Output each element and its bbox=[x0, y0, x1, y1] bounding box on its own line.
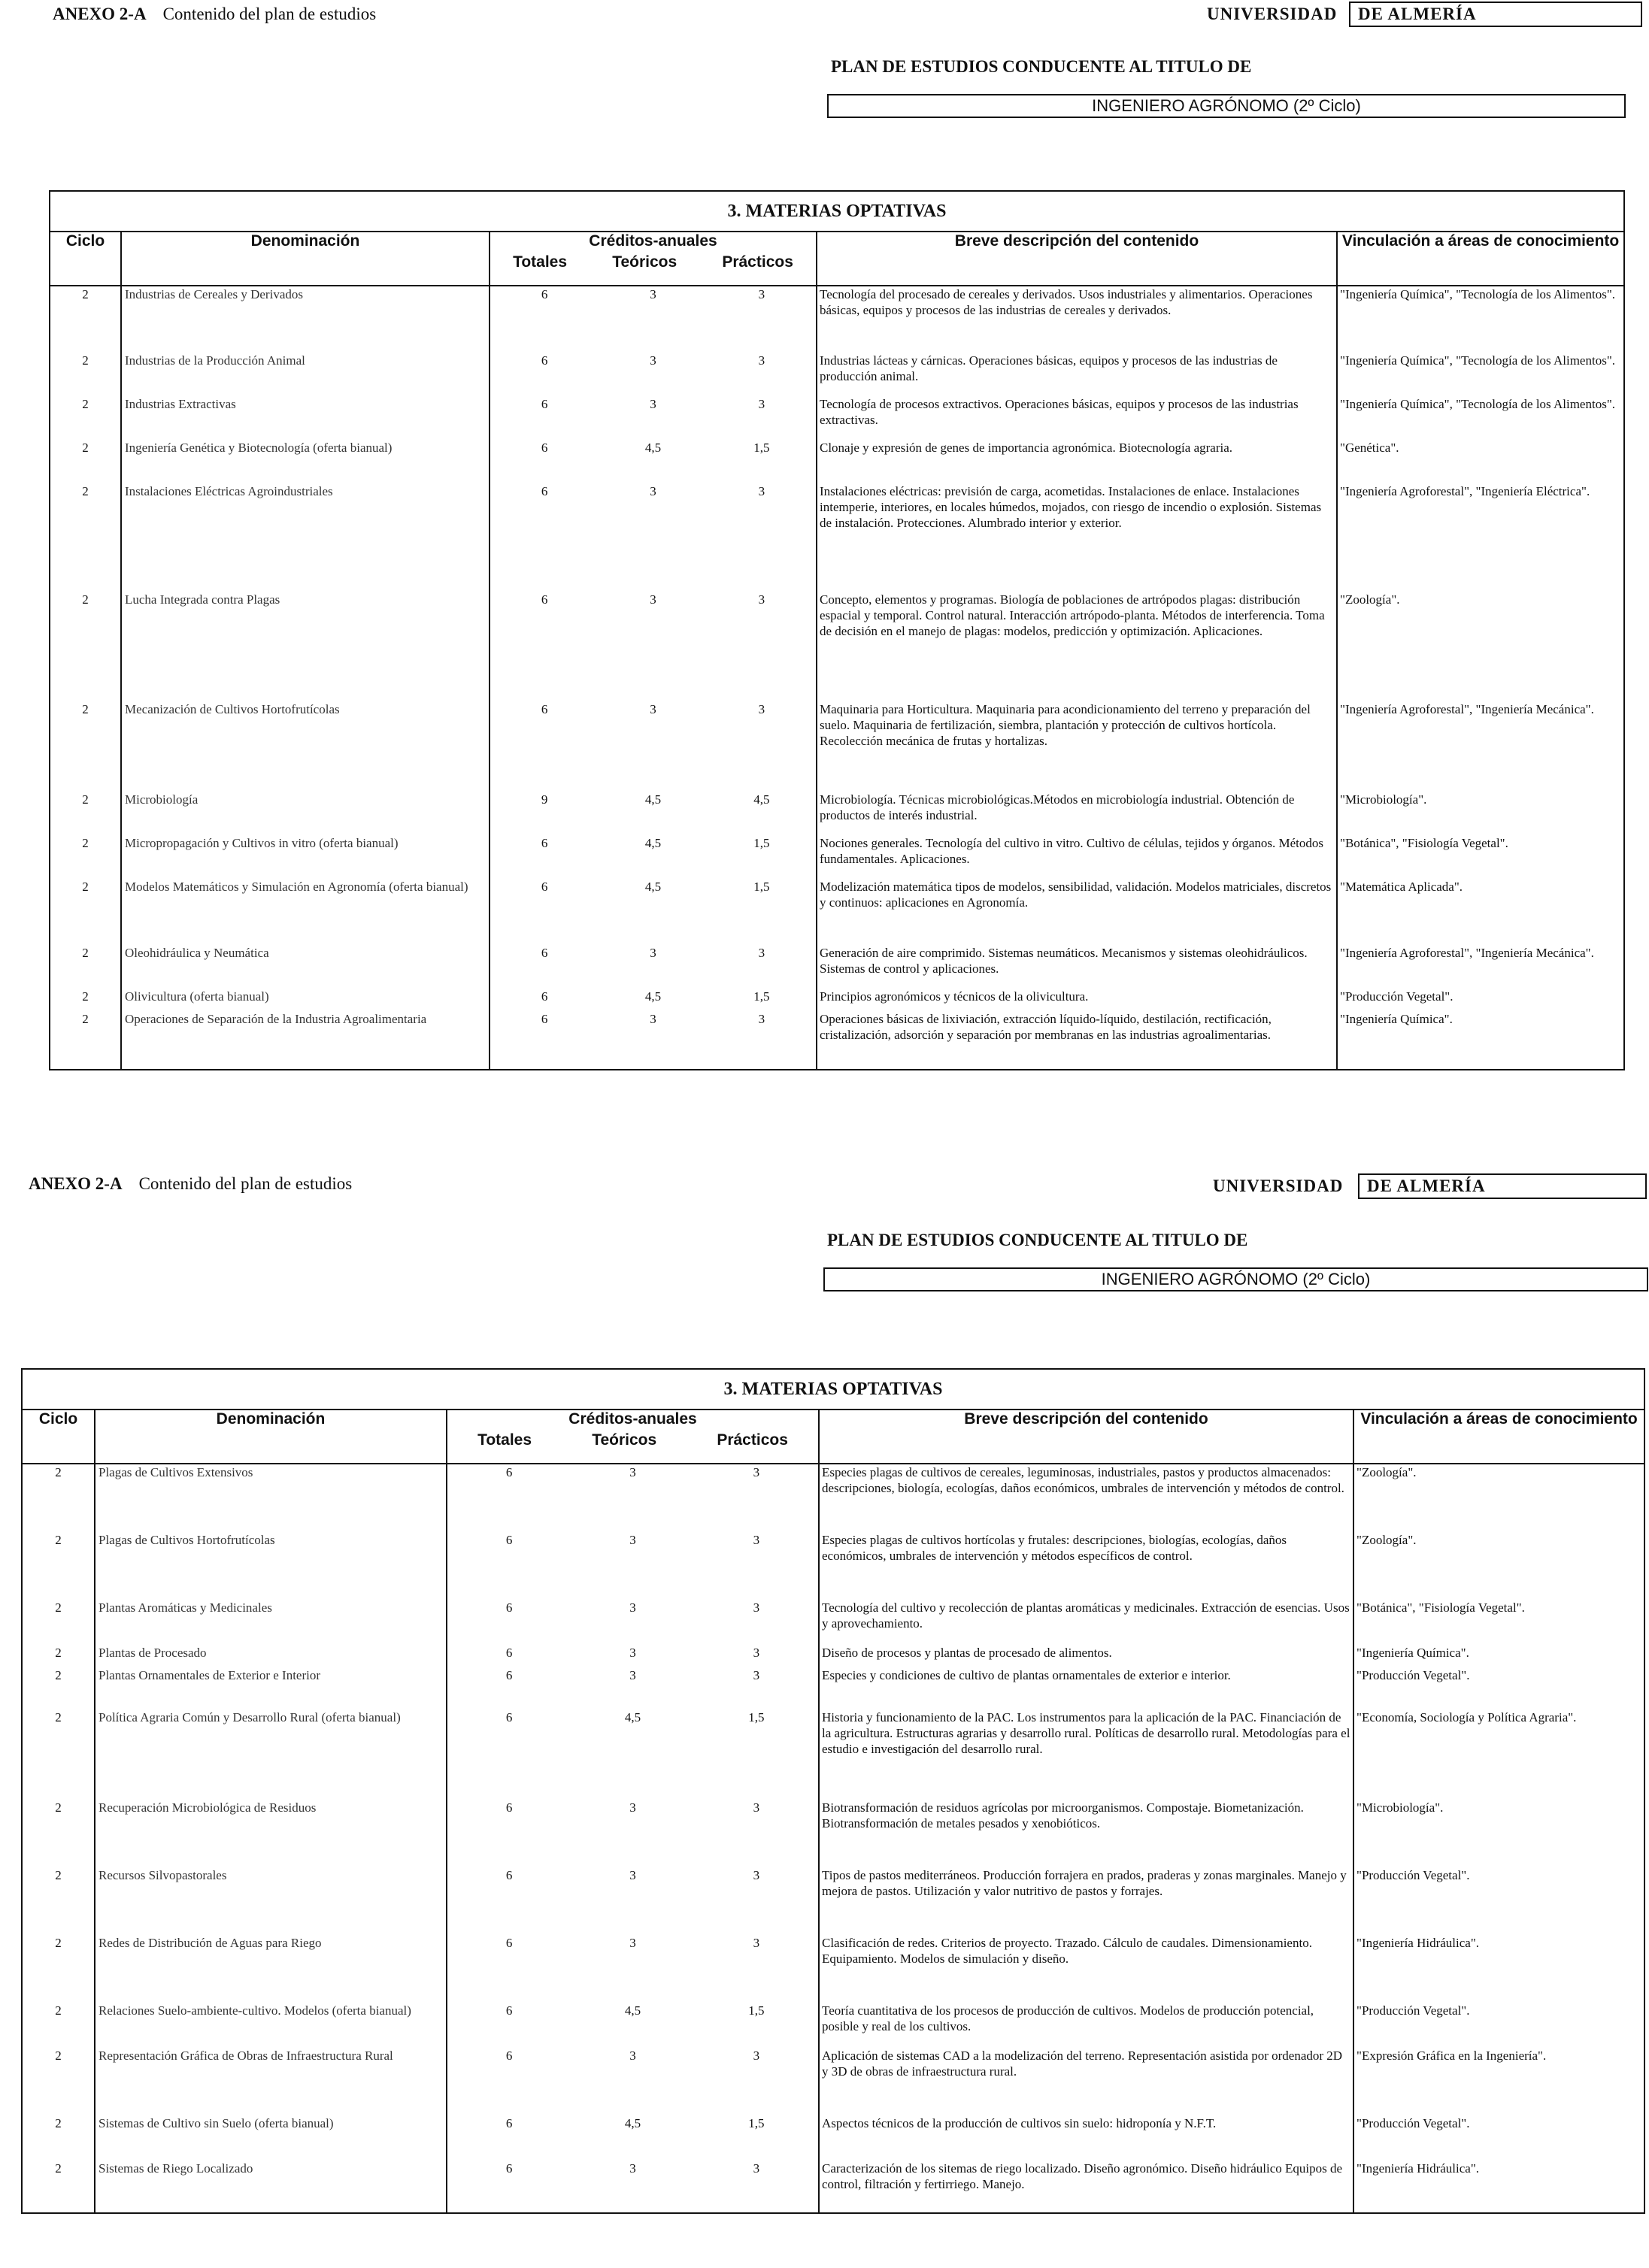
cell-practicos: 3 bbox=[758, 353, 765, 368]
cell-creditos bbox=[490, 440, 817, 483]
cell-creditos bbox=[447, 1667, 819, 1709]
cell-ciclo: 2 bbox=[50, 835, 121, 879]
cell-denominacion: Industrias Extractivas bbox=[121, 396, 490, 440]
cell-practicos: 3 bbox=[758, 397, 765, 411]
cell-denominacion: Modelos Matemáticos y Simulación en Agronomía (oferta bianual) bbox=[121, 879, 490, 945]
cell-totales: 6 bbox=[541, 836, 548, 850]
cell-descripcion: Tecnología de procesos extractivos. Operaciones básicas, equipos y procesos de las industrias extractivas. bbox=[817, 396, 1337, 440]
table-row bbox=[50, 396, 1624, 440]
cell-practicos: 3 bbox=[753, 2048, 760, 2063]
table-row bbox=[22, 1464, 1644, 1532]
table-2-body bbox=[22, 1464, 1644, 2213]
cell-creditos bbox=[490, 879, 817, 945]
cell-practicos: 3 bbox=[753, 2161, 760, 2176]
cell-teoricos: 3 bbox=[629, 1668, 636, 1682]
cell-totales: 6 bbox=[505, 2048, 513, 2063]
cell-totales: 6 bbox=[541, 397, 548, 411]
universidad-label: UNIVERSIDAD bbox=[1213, 1176, 1344, 1195]
universidad-name: DE ALMERÍA bbox=[1349, 2, 1642, 27]
cell-vinculacion: "Ingeniería Química". bbox=[1353, 1645, 1644, 1667]
cell-descripcion: Especies plagas de cultivos hortícolas y frutales: descripciones, biologías, ecologías, daños económicos, umbrales de intervención y métodos específicos de control. bbox=[819, 1532, 1353, 1600]
cell-vinculacion: "Ingeniería Agroforestal", "Ingeniería Eléctrica". bbox=[1337, 483, 1624, 592]
cell-teoricos: 4,5 bbox=[624, 2003, 641, 2018]
cell-vinculacion: "Botánica", "Fisiología Vegetal". bbox=[1337, 835, 1624, 879]
cell-descripcion: Concepto, elementos y programas. Biología de poblaciones de artrópodos plagas: distribución espacial y temporal. Control natural. Interacción artrópodo-planta. Métodos de interferencia. Toma de decisión en el manejo de plagas: modelos, predicción y optimización. Aplicaciones. bbox=[817, 592, 1337, 701]
cell-teoricos: 3 bbox=[629, 2161, 636, 2176]
cell-denominacion: Olivicultura (oferta bianual) bbox=[121, 989, 490, 1011]
cell-creditos bbox=[447, 1532, 819, 1600]
cell-descripcion: Aplicación de sistemas CAD a la modelización del terreno. Representación asistida por ordenador 2D y 3D de obras de infraestructura rural. bbox=[819, 2048, 1353, 2115]
cell-descripcion: Aspectos técnicos de la producción de cultivos sin suelo: hidroponía y N.F.T. bbox=[819, 2115, 1353, 2161]
cell-ciclo: 2 bbox=[22, 2115, 95, 2161]
cell-teoricos: 3 bbox=[629, 1533, 636, 1547]
header-creditos bbox=[447, 1410, 819, 1464]
cell-vinculacion: "Genética". bbox=[1337, 440, 1624, 483]
cell-ciclo: 2 bbox=[22, 2003, 95, 2048]
table-row bbox=[22, 2003, 1644, 2048]
cell-descripcion: Instalaciones eléctricas: previsión de carga, acometidas. Instalaciones de enlace. Instalaciones intemperie, interiores, en locales húmedos, mojados, con riesgo de incendio o explosión. Sistemas de instalación. Protecciones. Alumbrado interior y exterior. bbox=[817, 483, 1337, 592]
cell-creditos bbox=[490, 989, 817, 1011]
cell-totales: 6 bbox=[505, 1868, 513, 1882]
cell-vinculacion: "Producción Vegetal". bbox=[1353, 2003, 1644, 2048]
cell-practicos: 3 bbox=[753, 1646, 760, 1660]
cell-totales: 6 bbox=[541, 441, 548, 455]
cell-descripcion: Industrias lácteas y cárnicas. Operaciones básicas, equipos y procesos de las industrias de producción animal. bbox=[817, 353, 1337, 396]
cell-vinculacion: "Microbiología". bbox=[1337, 792, 1624, 835]
table-row bbox=[50, 701, 1624, 792]
cell-vinculacion: "Ingeniería Química", "Tecnología de los Alimentos". bbox=[1337, 286, 1624, 353]
cell-denominacion: Sistemas de Cultivo sin Suelo (oferta bianual) bbox=[95, 2115, 447, 2161]
table-row bbox=[22, 1667, 1644, 1709]
cell-ciclo: 2 bbox=[22, 1800, 95, 1867]
anexo-text: Contenido del plan de estudios bbox=[162, 5, 377, 23]
cell-totales: 6 bbox=[541, 592, 548, 607]
cell-ciclo: 2 bbox=[22, 1667, 95, 1709]
cell-descripcion: Especies y condiciones de cultivo de plantas ornamentales de exterior e interior. bbox=[819, 1667, 1353, 1709]
table-row bbox=[50, 792, 1624, 835]
cell-vinculacion: "Producción Vegetal". bbox=[1353, 1667, 1644, 1709]
cell-denominacion: Micropropagación y Cultivos in vitro (oferta bianual) bbox=[121, 835, 490, 879]
header-teoricos: Teóricos bbox=[612, 253, 677, 271]
cell-practicos: 3 bbox=[753, 1600, 760, 1615]
cell-practicos: 4,5 bbox=[753, 792, 770, 807]
header-denominacion: Denominación bbox=[95, 1410, 447, 1464]
table-row bbox=[22, 1532, 1644, 1600]
cell-creditos bbox=[490, 792, 817, 835]
cell-creditos bbox=[490, 945, 817, 989]
cell-teoricos: 4,5 bbox=[644, 836, 662, 850]
plan-title: PLAN DE ESTUDIOS CONDUCENTE AL TITULO DE bbox=[827, 1231, 1248, 1249]
table-row bbox=[50, 1011, 1624, 1070]
header-ciclo: Ciclo bbox=[22, 1410, 95, 1464]
cell-teoricos: 3 bbox=[650, 1012, 656, 1026]
cell-vinculacion: "Ingeniería Hidráulica". bbox=[1353, 2161, 1644, 2213]
cell-totales: 6 bbox=[541, 353, 548, 368]
cell-practicos: 3 bbox=[758, 1012, 765, 1026]
cell-descripcion: Diseño de procesos y plantas de procesado de alimentos. bbox=[819, 1645, 1353, 1667]
cell-vinculacion: "Expresión Gráfica en la Ingeniería". bbox=[1353, 2048, 1644, 2115]
cell-denominacion: Industrias de la Producción Animal bbox=[121, 353, 490, 396]
header-denominacion: Denominación bbox=[121, 232, 490, 286]
cell-vinculacion: "Zoología". bbox=[1353, 1464, 1644, 1532]
header-creditos-label: Créditos-anuales bbox=[568, 1410, 697, 1428]
cell-ciclo: 2 bbox=[22, 2048, 95, 2115]
cell-denominacion: Plantas de Procesado bbox=[95, 1645, 447, 1667]
cell-descripcion: Principios agronómicos y técnicos de la olivicultura. bbox=[817, 989, 1337, 1011]
cell-creditos bbox=[447, 2161, 819, 2213]
header-teoricos: Teóricos bbox=[592, 1431, 657, 1449]
cell-practicos: 3 bbox=[758, 946, 765, 960]
cell-denominacion: Microbiología bbox=[121, 792, 490, 835]
header-vinculacion: Vinculación a áreas de conocimiento bbox=[1337, 232, 1624, 286]
cell-totales: 6 bbox=[505, 1710, 513, 1724]
titulo-box: INGENIERO AGRÓNOMO (2º Ciclo) bbox=[823, 1267, 1648, 1291]
cell-ciclo: 2 bbox=[50, 440, 121, 483]
table-row bbox=[22, 1645, 1644, 1667]
header-totales: Totales bbox=[477, 1431, 532, 1449]
cell-vinculacion: "Zoología". bbox=[1337, 592, 1624, 701]
cell-practicos: 1,5 bbox=[748, 1710, 765, 1724]
cell-practicos: 3 bbox=[758, 484, 765, 498]
cell-practicos: 3 bbox=[753, 1465, 760, 1479]
cell-denominacion: Industrias de Cereales y Derivados bbox=[121, 286, 490, 353]
table-row bbox=[22, 1935, 1644, 2003]
cell-practicos: 1,5 bbox=[748, 2116, 765, 2130]
cell-ciclo: 2 bbox=[22, 1600, 95, 1645]
cell-totales: 6 bbox=[541, 484, 548, 498]
cell-denominacion: Ingeniería Genética y Biotecnología (oferta bianual) bbox=[121, 440, 490, 483]
anexo-code: ANEXO 2-A bbox=[53, 5, 147, 23]
cell-creditos bbox=[490, 483, 817, 592]
section-title: 3. MATERIAS OPTATIVAS bbox=[22, 1369, 1644, 1410]
cell-creditos bbox=[490, 592, 817, 701]
cell-creditos bbox=[447, 1464, 819, 1532]
cell-creditos bbox=[447, 1800, 819, 1867]
cell-descripcion: Tecnología del procesado de cereales y derivados. Usos industriales y alimentarios. Operaciones básicas, equipos y procesos de las industrias de cereales y derivados. bbox=[817, 286, 1337, 353]
cell-ciclo: 2 bbox=[50, 989, 121, 1011]
table-row bbox=[22, 1600, 1644, 1645]
cell-totales: 6 bbox=[505, 1668, 513, 1682]
cell-teoricos: 3 bbox=[629, 1936, 636, 1950]
header-creditos bbox=[490, 232, 817, 286]
anexo-text: Contenido del plan de estudios bbox=[138, 1174, 353, 1193]
table-row bbox=[22, 1867, 1644, 1935]
anexo-code: ANEXO 2-A bbox=[29, 1174, 123, 1193]
cell-practicos: 3 bbox=[753, 1936, 760, 1950]
cell-practicos: 3 bbox=[753, 1868, 760, 1882]
cell-denominacion: Plagas de Cultivos Hortofrutícolas bbox=[95, 1532, 447, 1600]
cell-descripcion: Nociones generales. Tecnología del cultivo in vitro. Cultivo de células, tejidos y órganos. Métodos fundamentales. Aplicaciones. bbox=[817, 835, 1337, 879]
cell-vinculacion: "Ingeniería Química", "Tecnología de los Alimentos". bbox=[1337, 396, 1624, 440]
cell-denominacion: Plantas Ornamentales de Exterior e Interior bbox=[95, 1667, 447, 1709]
cell-descripcion: Especies plagas de cultivos de cereales, leguminosas, industriales, pastos y productos almacenados: descripciones, biología, ecologías, daños económicos, umbrales de intervención y métodos de control. bbox=[819, 1464, 1353, 1532]
cell-vinculacion: "Ingeniería Agroforestal", "Ingeniería Mecánica". bbox=[1337, 945, 1624, 989]
cell-totales: 6 bbox=[541, 1012, 548, 1026]
universidad-name: DE ALMERÍA bbox=[1358, 1173, 1647, 1199]
cell-practicos: 3 bbox=[758, 702, 765, 716]
cell-vinculacion: "Producción Vegetal". bbox=[1353, 2115, 1644, 2161]
cell-practicos: 1,5 bbox=[753, 441, 770, 455]
table-row bbox=[50, 353, 1624, 396]
cell-totales: 6 bbox=[505, 2116, 513, 2130]
header-practicos: Prácticos bbox=[717, 1431, 788, 1449]
cell-denominacion: Política Agraria Común y Desarrollo Rural (oferta bianual) bbox=[95, 1709, 447, 1800]
cell-teoricos: 3 bbox=[650, 287, 656, 301]
cell-descripcion: Tecnología del cultivo y recolección de plantas aromáticas y medicinales. Extracción de esencias. Usos y aprovechamiento. bbox=[819, 1600, 1353, 1645]
cell-totales: 6 bbox=[505, 1936, 513, 1950]
cell-practicos: 3 bbox=[753, 1533, 760, 1547]
cell-ciclo: 2 bbox=[50, 592, 121, 701]
table-row bbox=[22, 2115, 1644, 2161]
cell-totales: 6 bbox=[541, 989, 548, 1004]
cell-denominacion: Instalaciones Eléctricas Agroindustriales bbox=[121, 483, 490, 592]
table-row bbox=[50, 835, 1624, 879]
header-descripcion: Breve descripción del contenido bbox=[817, 232, 1337, 286]
cell-ciclo: 2 bbox=[22, 1645, 95, 1667]
cell-practicos: 3 bbox=[753, 1800, 760, 1815]
cell-totales: 6 bbox=[505, 1800, 513, 1815]
header-ciclo: Ciclo bbox=[50, 232, 121, 286]
table-row bbox=[22, 1709, 1644, 1800]
table-row bbox=[50, 286, 1624, 353]
cell-vinculacion: "Ingeniería Química", "Tecnología de los Alimentos". bbox=[1337, 353, 1624, 396]
cell-totales: 6 bbox=[505, 1646, 513, 1660]
cell-descripcion: Operaciones básicas de lixiviación, extracción líquido-líquido, destilación, rectificación, cristalización, adsorción y separación por membranas en las industrias agroalimentarias. bbox=[817, 1011, 1337, 1070]
header-practicos: Prácticos bbox=[722, 253, 793, 271]
cell-creditos bbox=[447, 1709, 819, 1800]
cell-vinculacion: "Ingeniería Química". bbox=[1337, 1011, 1624, 1070]
table-1-body bbox=[50, 286, 1624, 1070]
header-vinculacion: Vinculación a áreas de conocimiento bbox=[1353, 1410, 1644, 1464]
cell-totales: 6 bbox=[505, 1533, 513, 1547]
cell-practicos: 3 bbox=[753, 1668, 760, 1682]
cell-descripcion: Clonaje y expresión de genes de importancia agronómica. Biotecnología agraria. bbox=[817, 440, 1337, 483]
cell-teoricos: 3 bbox=[629, 1800, 636, 1815]
cell-descripcion: Biotransformación de residuos agrícolas por microorganismos. Compostaje. Biometanización. Biotransformación de metales pesados y xenobióticos. bbox=[819, 1800, 1353, 1867]
plan-title: PLAN DE ESTUDIOS CONDUCENTE AL TITULO DE bbox=[831, 57, 1252, 76]
cell-creditos bbox=[490, 396, 817, 440]
cell-totales: 6 bbox=[505, 1465, 513, 1479]
cell-ciclo: 2 bbox=[50, 396, 121, 440]
table-row bbox=[50, 483, 1624, 592]
cell-ciclo: 2 bbox=[50, 879, 121, 945]
cell-creditos bbox=[490, 1011, 817, 1070]
cell-totales: 6 bbox=[505, 2003, 513, 2018]
cell-teoricos: 4,5 bbox=[644, 441, 662, 455]
cell-totales: 6 bbox=[541, 946, 548, 960]
cell-practicos: 1,5 bbox=[753, 880, 770, 894]
cell-teoricos: 3 bbox=[629, 1868, 636, 1882]
cell-creditos bbox=[447, 2115, 819, 2161]
cell-teoricos: 4,5 bbox=[644, 880, 662, 894]
cell-vinculacion: "Microbiología". bbox=[1353, 1800, 1644, 1867]
cell-practicos: 3 bbox=[758, 287, 765, 301]
anexo-label bbox=[53, 5, 376, 24]
cell-descripcion: Maquinaria para Horticultura. Maquinaria para acondicionamiento del terreno y preparación del suelo. Maquinaria de fertilización, siembra, plantación y protección de cultivos hortícola. Recolección mecánica de frutas y hortalizas. bbox=[817, 701, 1337, 792]
cell-denominacion: Recursos Silvopastorales bbox=[95, 1867, 447, 1935]
cell-creditos bbox=[490, 286, 817, 353]
cell-vinculacion: "Economía, Sociología y Política Agraria". bbox=[1353, 1709, 1644, 1800]
cell-ciclo: 2 bbox=[22, 1464, 95, 1532]
cell-denominacion: Plantas Aromáticas y Medicinales bbox=[95, 1600, 447, 1645]
cell-ciclo: 2 bbox=[50, 792, 121, 835]
cell-creditos bbox=[490, 353, 817, 396]
cell-vinculacion: "Ingeniería Hidráulica". bbox=[1353, 1935, 1644, 2003]
cell-creditos bbox=[490, 835, 817, 879]
cell-teoricos: 4,5 bbox=[624, 1710, 641, 1724]
cell-ciclo: 2 bbox=[50, 286, 121, 353]
materias-table-1 bbox=[49, 190, 1625, 1070]
cell-denominacion: Mecanización de Cultivos Hortofrutícolas bbox=[121, 701, 490, 792]
cell-creditos bbox=[447, 1935, 819, 2003]
cell-ciclo: 2 bbox=[22, 2161, 95, 2213]
header-totales: Totales bbox=[513, 253, 568, 271]
cell-practicos: 1,5 bbox=[753, 836, 770, 850]
cell-denominacion: Plagas de Cultivos Extensivos bbox=[95, 1464, 447, 1532]
section-title: 3. MATERIAS OPTATIVAS bbox=[50, 191, 1624, 232]
header-descripcion: Breve descripción del contenido bbox=[819, 1410, 1353, 1464]
cell-creditos bbox=[447, 1645, 819, 1667]
cell-descripcion: Microbiología. Técnicas microbiológicas.Métodos en microbiología industrial. Obtención de productos de interés industrial. bbox=[817, 792, 1337, 835]
cell-teoricos: 3 bbox=[629, 1465, 636, 1479]
cell-teoricos: 3 bbox=[650, 397, 656, 411]
cell-vinculacion: "Ingeniería Agroforestal", "Ingeniería Mecánica". bbox=[1337, 701, 1624, 792]
cell-totales: 6 bbox=[541, 702, 548, 716]
cell-denominacion: Redes de Distribución de Aguas para Riego bbox=[95, 1935, 447, 2003]
cell-creditos bbox=[447, 2003, 819, 2048]
cell-vinculacion: "Producción Vegetal". bbox=[1353, 1867, 1644, 1935]
cell-teoricos: 3 bbox=[629, 2048, 636, 2063]
table-row bbox=[50, 879, 1624, 945]
cell-totales: 6 bbox=[505, 2161, 513, 2176]
cell-ciclo: 2 bbox=[50, 701, 121, 792]
table-row bbox=[50, 945, 1624, 989]
anexo-label bbox=[29, 1174, 352, 1194]
cell-ciclo: 2 bbox=[22, 1935, 95, 2003]
cell-totales: 6 bbox=[505, 1600, 513, 1615]
cell-creditos bbox=[447, 1600, 819, 1645]
table-row bbox=[50, 440, 1624, 483]
cell-vinculacion: "Zoología". bbox=[1353, 1532, 1644, 1600]
cell-teoricos: 4,5 bbox=[644, 792, 662, 807]
cell-teoricos: 3 bbox=[650, 946, 656, 960]
table-row bbox=[50, 592, 1624, 701]
cell-denominacion: Representación Gráfica de Obras de Infraestructura Rural bbox=[95, 2048, 447, 2115]
cell-teoricos: 3 bbox=[650, 592, 656, 607]
universidad-label: UNIVERSIDAD bbox=[1207, 5, 1338, 23]
table-row bbox=[22, 2048, 1644, 2115]
cell-descripcion: Teoría cuantitativa de los procesos de producción de cultivos. Modelos de producción potencial, posible y real de los cultivos. bbox=[819, 2003, 1353, 2048]
table-row bbox=[50, 989, 1624, 1011]
cell-ciclo: 2 bbox=[22, 1867, 95, 1935]
header-creditos-label: Créditos-anuales bbox=[589, 232, 717, 250]
cell-ciclo: 2 bbox=[50, 1011, 121, 1070]
cell-practicos: 1,5 bbox=[753, 989, 770, 1004]
cell-teoricos: 3 bbox=[650, 702, 656, 716]
table-row bbox=[22, 2161, 1644, 2213]
cell-teoricos: 3 bbox=[650, 484, 656, 498]
cell-descripcion: Tipos de pastos mediterráneos. Producción forrajera en prados, praderas y zonas marginales. Manejo y mejora de pastos. Utilización y valor nutritivo de pastos y forrajes. bbox=[819, 1867, 1353, 1935]
cell-ciclo: 2 bbox=[50, 945, 121, 989]
cell-creditos bbox=[447, 2048, 819, 2115]
cell-teoricos: 4,5 bbox=[644, 989, 662, 1004]
cell-ciclo: 2 bbox=[22, 1709, 95, 1800]
cell-denominacion: Oleohidráulica y Neumática bbox=[121, 945, 490, 989]
cell-creditos bbox=[447, 1867, 819, 1935]
cell-totales: 9 bbox=[541, 792, 548, 807]
cell-descripcion: Modelización matemática tipos de modelos, sensibilidad, validación. Modelos matriciales, discretos y continuos: aplicaciones en Agronomía. bbox=[817, 879, 1337, 945]
cell-descripcion: Generación de aire comprimido. Sistemas neumáticos. Mecanismos y sistemas oleohidráulicos. Sistemas de control y aplicaciones. bbox=[817, 945, 1337, 989]
cell-denominacion: Sistemas de Riego Localizado bbox=[95, 2161, 447, 2213]
cell-vinculacion: "Botánica", "Fisiología Vegetal". bbox=[1353, 1600, 1644, 1645]
cell-ciclo: 2 bbox=[50, 483, 121, 592]
cell-ciclo: 2 bbox=[22, 1532, 95, 1600]
page-2 bbox=[0, 1158, 1649, 2268]
cell-totales: 6 bbox=[541, 287, 548, 301]
cell-totales: 6 bbox=[541, 880, 548, 894]
table-row bbox=[22, 1800, 1644, 1867]
cell-teoricos: 3 bbox=[650, 353, 656, 368]
cell-descripcion: Historia y funcionamiento de la PAC. Los instrumentos para la aplicación de la PAC. Financiación de la agricultura. Estructuras agrarias y desarrollo rural. Políticas de desarrollo rural. Metodologías para el estudio e investigación del desarrollo rural. bbox=[819, 1709, 1353, 1800]
cell-practicos: 1,5 bbox=[748, 2003, 765, 2018]
cell-denominacion: Recuperación Microbiológica de Residuos bbox=[95, 1800, 447, 1867]
materias-table-2 bbox=[21, 1368, 1645, 2214]
cell-vinculacion: "Matemática Aplicada". bbox=[1337, 879, 1624, 945]
cell-teoricos: 3 bbox=[629, 1646, 636, 1660]
titulo-box: INGENIERO AGRÓNOMO (2º Ciclo) bbox=[827, 94, 1626, 118]
cell-ciclo: 2 bbox=[50, 353, 121, 396]
cell-teoricos: 4,5 bbox=[624, 2116, 641, 2130]
cell-practicos: 3 bbox=[758, 592, 765, 607]
cell-descripcion: Clasificación de redes. Criterios de proyecto. Trazado. Cálculo de caudales. Dimensionamiento. Equipamiento. Modelos de simulación y diseño. bbox=[819, 1935, 1353, 2003]
cell-vinculacion: "Producción Vegetal". bbox=[1337, 989, 1624, 1011]
cell-denominacion: Operaciones de Separación de la Industria Agroalimentaria bbox=[121, 1011, 490, 1070]
cell-denominacion: Relaciones Suelo-ambiente-cultivo. Modelos (oferta bianual) bbox=[95, 2003, 447, 2048]
cell-teoricos: 3 bbox=[629, 1600, 636, 1615]
cell-denominacion: Lucha Integrada contra Plagas bbox=[121, 592, 490, 701]
cell-creditos bbox=[490, 701, 817, 792]
cell-descripcion: Caracterización de los sitemas de riego localizado. Diseño agronómico. Diseño hidráulico Equipos de control, filtración y fertirriego. Manejo. bbox=[819, 2161, 1353, 2213]
